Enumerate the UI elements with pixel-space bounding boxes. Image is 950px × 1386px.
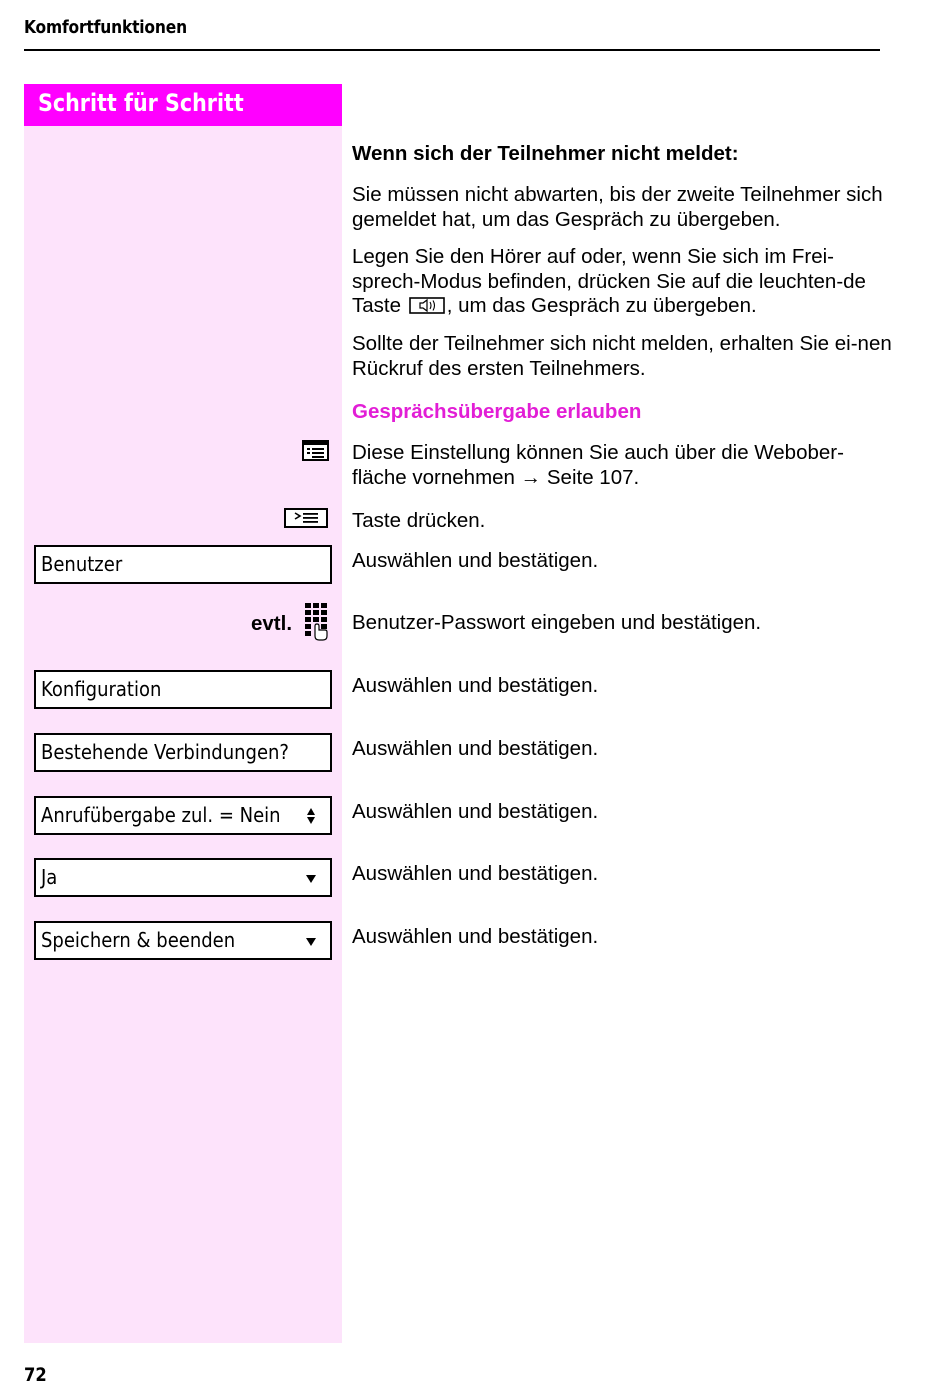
page-number: 72 [24, 1364, 47, 1386]
paragraph-2-text: Legen Sie den Hörer auf oder, wenn Sie sich im Frei-sprech-Modus befinden, drücken Sie auf die leuchten-de Taste [352, 245, 866, 317]
menu-item-label: Konfiguration [41, 677, 162, 701]
step-text: Auswählen und bestätigen. [352, 800, 599, 823]
sidebar-title: Schritt für Schritt [38, 89, 244, 117]
menu-item-label: Benutzer [41, 552, 123, 576]
evtl-label: evtl. [251, 612, 293, 635]
menu-item-speichern-beenden[interactable] [34, 921, 332, 960]
step-text: Auswählen und bestätigen. [352, 737, 599, 760]
up-down-arrows-icon [306, 806, 316, 826]
page-header-title: Komfortfunktionen [24, 17, 187, 38]
sidebar [24, 84, 342, 1343]
paragraph-3: Sollte der Teilnehmer sich nicht melden, erhalten Sie ei-nen Rückruf des ersten Teilnehmers. [352, 332, 892, 380]
step-text: Auswählen und bestätigen. [352, 674, 599, 697]
sidebar-title-bar [24, 84, 342, 126]
main-heading: Wenn sich der Teilnehmer nicht meldet: [352, 142, 739, 165]
menu-item-label: Bestehende Verbindungen? [41, 740, 289, 764]
down-arrow-icon [306, 937, 316, 947]
menu-item-bestehende-verbindungen[interactable] [34, 733, 332, 772]
menu-item-konfiguration[interactable] [34, 670, 332, 709]
step-text: Auswählen und bestätigen. [352, 925, 599, 948]
paragraph-1: Sie müssen nicht abwarten, bis der zweite Teilnehmer sich gemeldet hat, um das Gespräch zu übergeben. [352, 183, 883, 231]
menu-item-label: Speichern & beenden [41, 928, 236, 952]
menu-item-benutzer[interactable] [34, 545, 332, 584]
down-arrow-icon [306, 874, 316, 884]
menu-item-anrufuebergabe[interactable] [34, 796, 332, 835]
menu-item-label: Anrufübergabe zul. = Nein [41, 803, 281, 827]
keypad-icon [303, 602, 331, 642]
step-text: Benutzer-Passwort eingeben und bestätigen. [352, 611, 762, 634]
arrow-icon: → [520, 465, 542, 489]
web-interface-note [352, 441, 892, 490]
paragraph-2 [352, 245, 892, 319]
step-text: Auswählen und bestätigen. [352, 549, 599, 572]
menu-item-ja[interactable] [34, 858, 332, 897]
menu-key-icon [284, 508, 328, 528]
page-reference-link[interactable]: Seite 107. [546, 465, 640, 489]
paragraph-2-end: , um das Gespräch zu übergeben. [446, 294, 757, 317]
menu-item-label: Ja [41, 865, 58, 889]
web-note-text: Diese Einstellung können Sie auch über die Webober-fläche vornehmen [352, 441, 844, 489]
speaker-key-icon [409, 297, 445, 315]
step-text: Taste drücken. [352, 509, 486, 532]
step-text: Auswählen und bestätigen. [352, 862, 599, 885]
section-heading: Gesprächsübergabe erlauben [352, 400, 642, 423]
header-divider [24, 49, 880, 51]
web-interface-icon [302, 440, 329, 461]
